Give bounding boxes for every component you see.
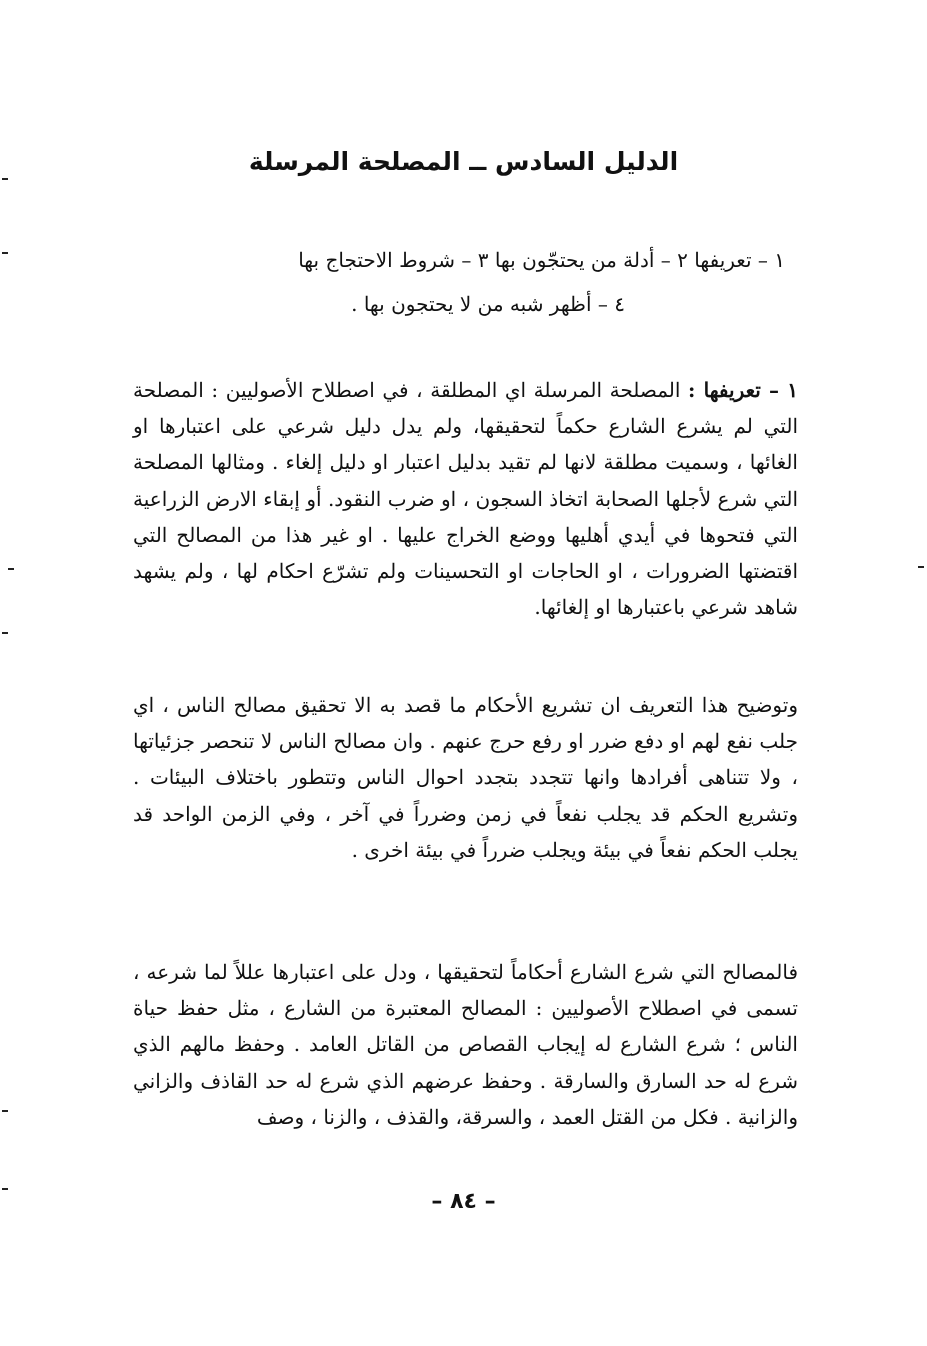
page-number: – ٨٤ – [431,1189,496,1214]
scan-mark [918,566,924,568]
chapter-contents [140,238,785,326]
scan-mark [2,1188,8,1190]
page-title: الدليل السادس ــ المصلحة المرسلة [248,147,679,176]
scan-mark [2,1110,8,1112]
scan-mark [8,568,14,570]
scan-mark [2,178,8,180]
contents-line-2: ٤ – أظهر شبه من لا يحتجون بها . [351,292,625,316]
paragraph-text: فالمصالح التي شرع الشارع أحكاماً لتحقيقها ، ودل على اعتبارها عللاً لما شرعه ، تسمى في اصطلاح الأصوليين : المصالح المعتبرة من الشارع ، مثل حفظ حياة الناس ؛ شرع الشارع له إيجاب القصاص من القاتل العامد . وحفظ مالهم الذي شرع له حد السارق والسارقة . وحفظ عرضهم الذي شرع له حد القاذف والزاني والزانية . فكل من القتل العمد ، والسرقة، والقذف ، والزنا ، وصف [133,960,798,1129]
paragraph-text: وتوضيح هذا التعريف ان تشريع الأحكام ما قصد به الا تحقيق مصالح الناس ، اي جلب نفع لهم او دفع ضرر او رفع حرج عنهم . وان مصالح الناس لا تنحصر جزئياتها ، ولا تتناهى أفرادها وانها تتجدد بتجدد احوال الناس وتتطور باختلاف البيئات . وتشريع الحكم قد يجلب نفعاً في زمن وضرراً في آخر ، وفي الزمن الواحد قد يجلب الحكم نفعاً في بيئة ويجلب ضرراً في بيئة اخرى . [133,693,798,862]
scan-mark [2,632,8,634]
contents-line-1: ١ – تعريفها ٢ – أدلة من يحتجّون بها ٣ – شروط الاحتجاج بها [298,248,785,272]
paragraph-text: المصلحة المرسلة اي المطلقة ، في اصطلاح الأصوليين : المصلحة التي لم يشرع الشارع حكماً لتحقيقها، ولم يدل دليل شرعي على اعتبارها او الغائها ، وسميت مطلقة لانها لم تقيد بدليل اعتبار او دليل إلغاء . ومثالها المصلحة التي شرع لأجلها الصحابة اتخاذ السجون ، او ضرب النقود. أو إبقاء الارض الزراعية التي فتحوها في أيدي أهليها ووضع الخراج عليها . او غير هذا من المصالح التي اقتضتها الضرورات ، او الحاجات او التحسينات ولم تشرّع احكام لها ، ولم يشهد شاهد شرعي باعتبارها او إلغائها. [133,378,798,620]
paragraph-considered-interests [133,954,798,1135]
paragraph-lead: ١ – تعريفها : [688,378,798,402]
scan-mark [2,252,8,254]
paragraph-definition [133,372,798,625]
paragraph-explanation [133,687,798,868]
